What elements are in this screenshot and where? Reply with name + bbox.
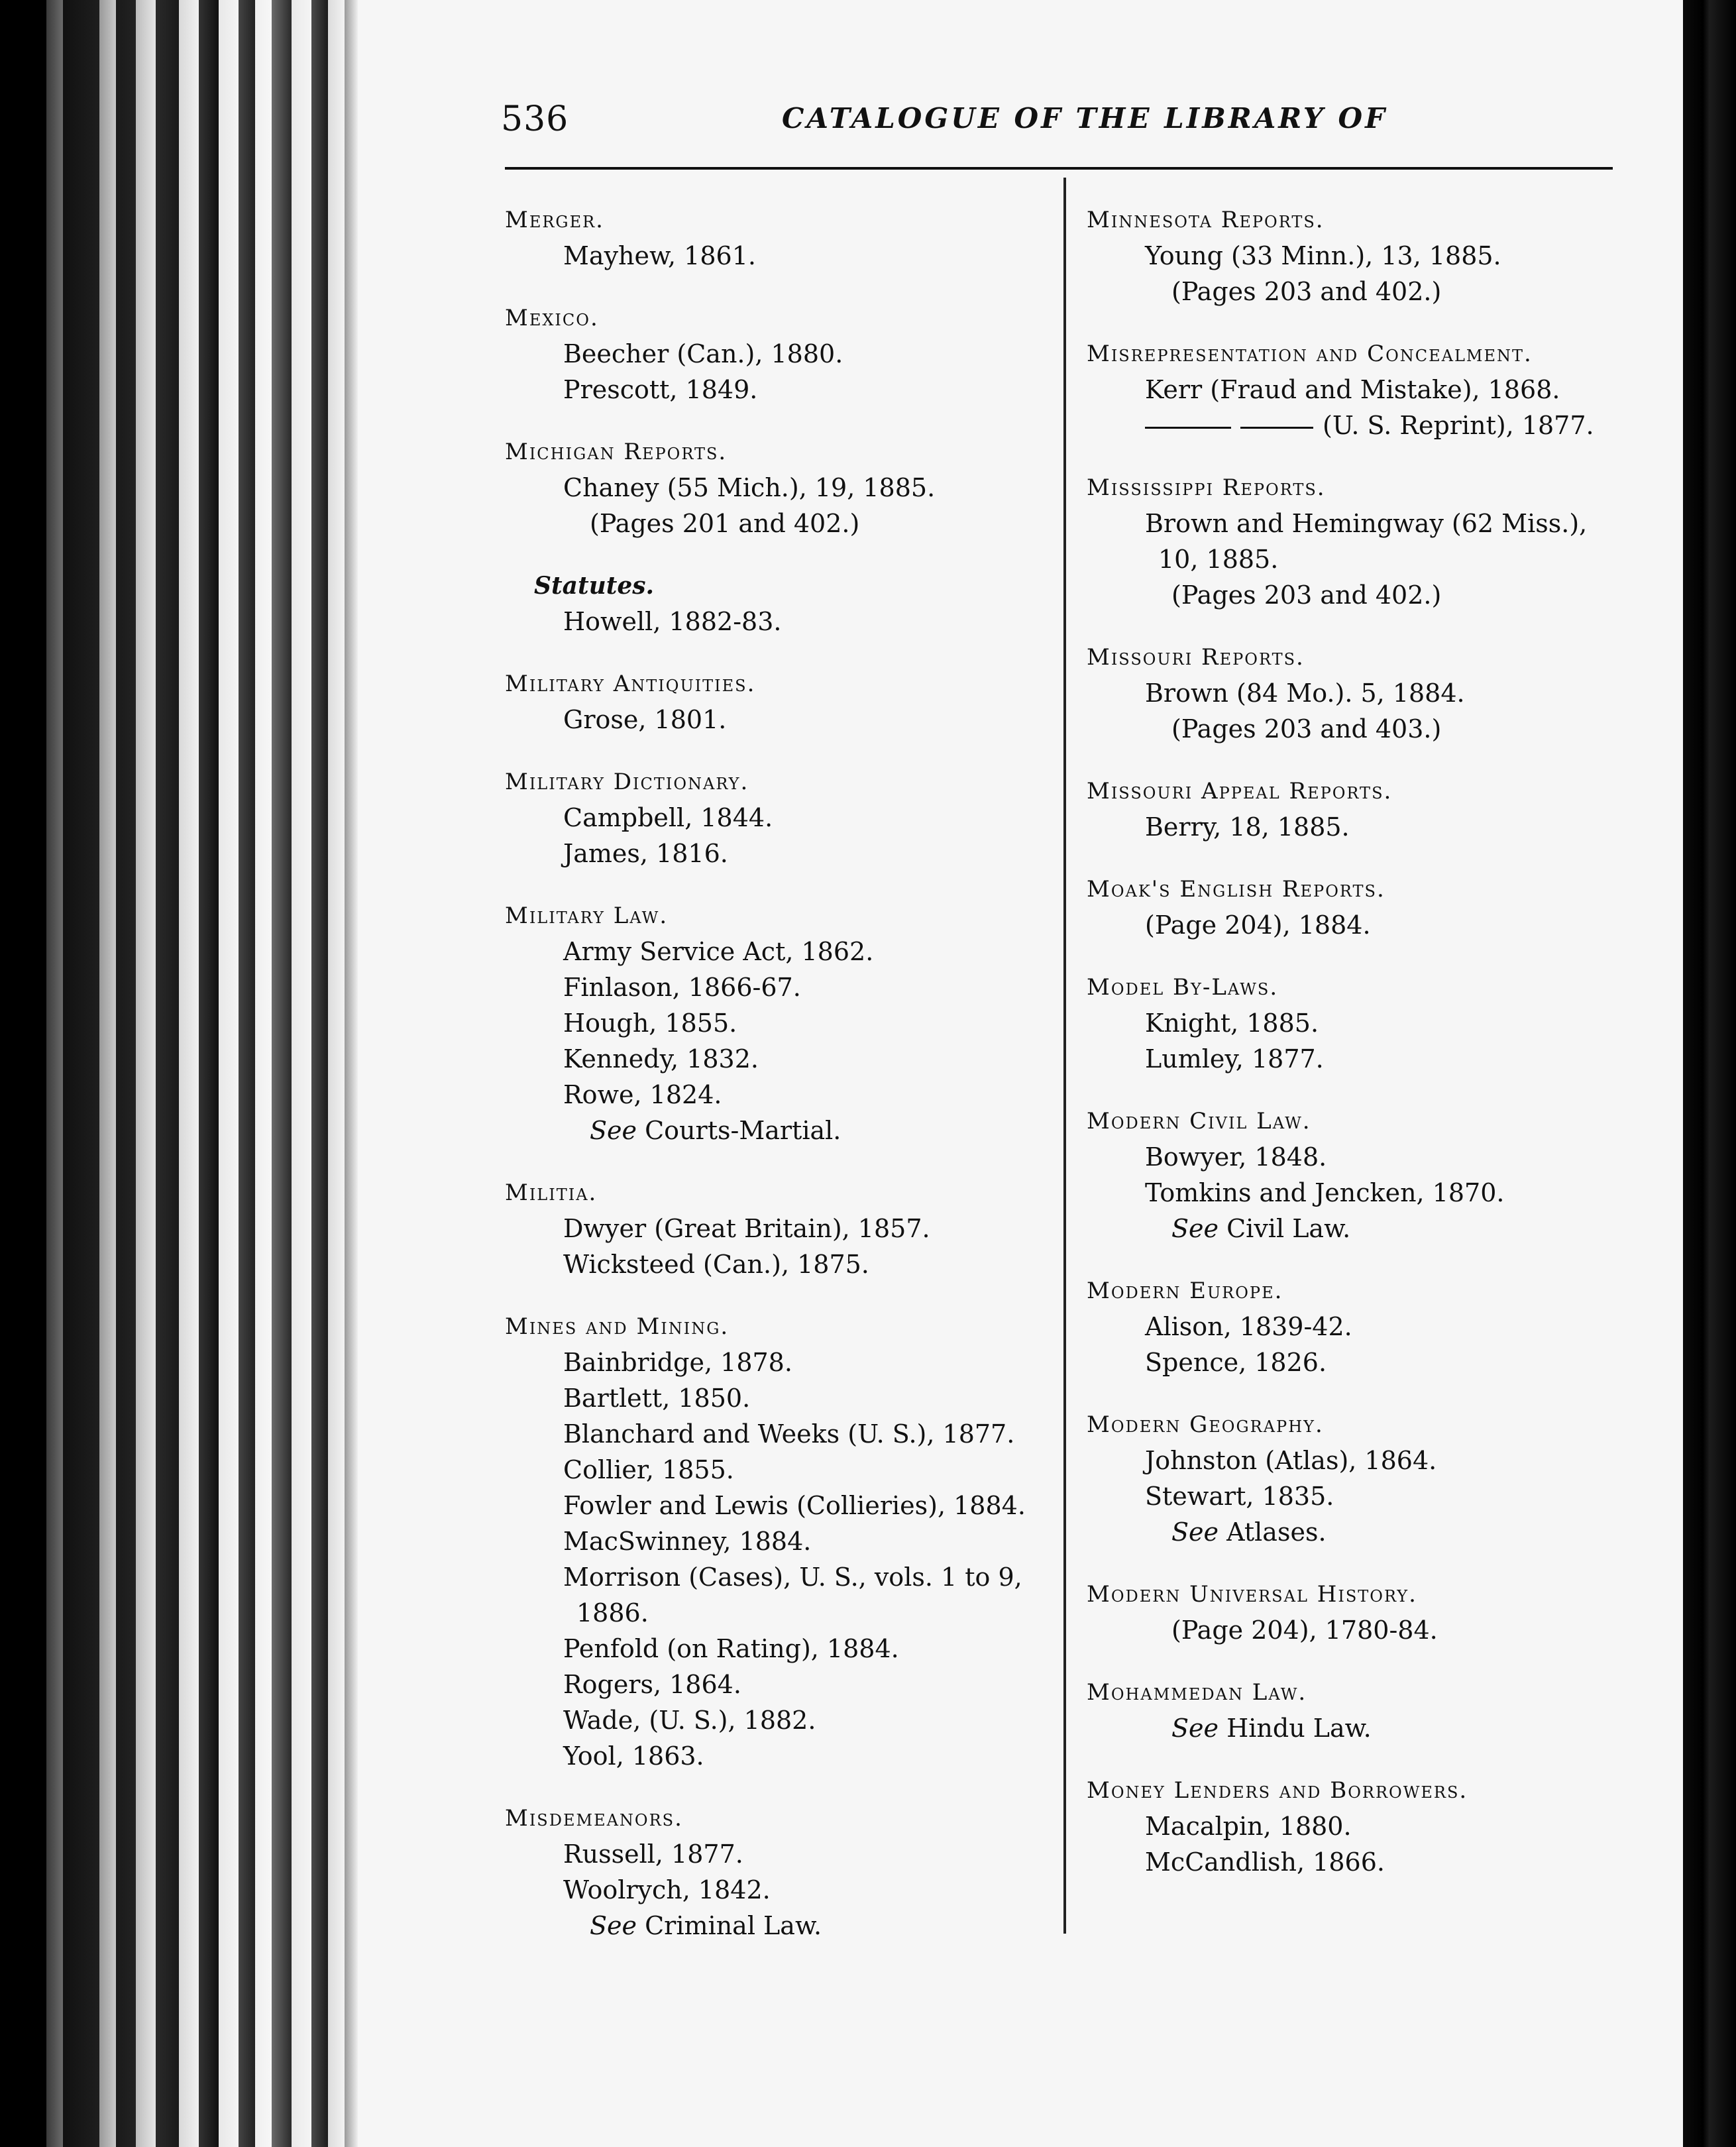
see-reference [505,1113,1048,1148]
ditto-entry [1087,408,1617,443]
entry-heading: Mines and Mining. [505,1313,730,1340]
entry-heading: Michigan Reports. [505,439,728,465]
entry-item: (Page 204), 1884. [1145,910,1371,940]
page-note: (Pages 203 and 402.) [1171,277,1442,306]
entry-item: Wade, (U. S.), 1882. [563,1706,816,1735]
entry-heading: Military Law. [505,903,669,929]
entry-item: Alison, 1839-42. [1145,1312,1352,1341]
entry-heading: Modern Geography. [1087,1411,1324,1438]
entry-item: Finlason, 1866-67. [563,973,801,1002]
entry-item: Morrison (Cases), U. S., vols. 1 to 9, [563,1563,1022,1592]
see-word: See [1171,1714,1219,1743]
entry-item: Woolrych, 1842. [563,1875,771,1904]
page-note: (Pages 201 and 402.) [590,509,860,538]
index-entry [505,434,1048,541]
index-entry [1087,1103,1617,1246]
entry-item: Bartlett, 1850. [563,1384,751,1413]
entry-heading: Modern Civil Law. [1087,1108,1311,1134]
entry-heading: Moak's English Reports. [1087,876,1385,903]
entry-heading: Merger. [505,207,604,233]
entry-item: Rowe, 1824. [563,1080,722,1109]
see-reference [505,1908,1048,1944]
entry-item: Mayhew, 1861. [563,241,756,270]
entry-item: Blanchard and Weeks (U. S.), 1877. [563,1419,1015,1449]
entry-item: Dwyer (Great Britain), 1857. [563,1214,930,1243]
entry-item: Yool, 1863. [563,1741,704,1771]
entry-heading: Missouri Appeal Reports. [1087,778,1393,804]
running-head: CATALOGUE OF THE LIBRARY OF [782,102,1387,135]
entry-item: Brown (84 Mo.). 5, 1884. [1145,679,1465,708]
see-target: Courts-Martial. [645,1116,841,1145]
header-rule [505,167,1613,170]
entry-item: McCandlish, 1866. [1145,1847,1385,1877]
ditto-dash [1145,427,1231,429]
index-entry [1087,871,1617,943]
entry-item: Knight, 1885. [1145,1009,1319,1038]
index-entry [1087,202,1617,309]
entry-item: Spence, 1826. [1145,1348,1327,1377]
entry-item: Brown and Hemingway (62 Miss.), [1145,509,1588,538]
see-target: Civil Law. [1226,1214,1351,1243]
see-word: See [1171,1517,1219,1547]
entry-item: Kennedy, 1832. [563,1044,759,1074]
entry-item: Campbell, 1844. [563,803,773,832]
page-number: 536 [501,99,569,139]
column-divider [1063,178,1066,1934]
entry-heading: Military Dictionary. [505,769,749,795]
see-word: See [1171,1214,1219,1243]
entry-item: MacSwinney, 1884. [563,1527,812,1556]
entry-subheading: Statutes. [534,572,655,600]
index-entry [1087,969,1617,1077]
index-entry [505,1309,1048,1774]
index-entry [1087,336,1617,443]
entry-item: James, 1816. [563,839,728,868]
entry-item: Young (33 Minn.), 13, 1885. [1145,241,1501,270]
entry-item: Berry, 18, 1885. [1145,812,1350,842]
entry-heading: Missouri Reports. [1087,644,1305,671]
see-reference [1087,1211,1617,1246]
index-entry [1087,639,1617,747]
index-entry [1087,1407,1617,1550]
index-entry [505,666,1048,738]
book-page-edges [0,0,358,2147]
entry-item: Bowyer, 1848. [1145,1142,1327,1172]
page-note: (Pages 203 and 403.) [1171,714,1442,743]
index-entry [1087,1273,1617,1380]
index-entry [505,568,1048,639]
see-word: See [590,1116,637,1145]
see-reference [1087,1514,1617,1550]
entry-item: Johnston (Atlas), 1864. [1145,1446,1437,1475]
entry-item: Lumley, 1877. [1145,1044,1324,1074]
right-column [1087,202,1617,1906]
see-target: Atlases. [1226,1517,1327,1547]
entry-heading: Misrepresentation and Concealment. [1087,341,1533,367]
index-entry [505,1800,1048,1944]
entry-item: 10, 1885. [1158,545,1279,574]
entry-item: Kerr (Fraud and Mistake), 1868. [1145,375,1560,404]
ditto-dash [1240,427,1313,429]
entry-text: (U. S. Reprint), 1877. [1323,411,1594,440]
entry-heading: Money Lenders and Borrowers. [1087,1777,1468,1804]
index-entry [505,202,1048,274]
index-entry [505,300,1048,408]
entry-heading: Mexico. [505,305,599,331]
entry-heading: Mohammedan Law. [1087,1679,1307,1706]
entry-item: Grose, 1801. [563,705,727,734]
entry-heading: Militia. [505,1180,598,1206]
entry-item: Macalpin, 1880. [1145,1812,1352,1841]
left-column [505,202,1048,1970]
entry-item: Tomkins and Jencken, 1870. [1145,1178,1505,1207]
entry-item: Penfold (on Rating), 1884. [563,1634,899,1663]
entry-item: Stewart, 1835. [1145,1482,1334,1511]
entry-heading: Mississippi Reports. [1087,474,1326,501]
see-target: Hindu Law. [1226,1714,1372,1743]
index-entry [1087,1576,1617,1648]
entry-item: Bainbridge, 1878. [563,1348,792,1377]
entry-item: Prescott, 1849. [563,375,758,404]
index-entry [505,764,1048,871]
entry-item: Beecher (Can.), 1880. [563,339,843,368]
entry-item: Fowler and Lewis (Collieries), 1884. [563,1491,1026,1520]
entry-heading: Misdemeanors. [505,1805,683,1832]
index-entry [1087,470,1617,613]
entry-item: Howell, 1882-83. [563,607,782,636]
see-target: Criminal Law. [645,1911,822,1940]
index-entry [505,1175,1048,1282]
entry-item: 1886. [576,1598,649,1627]
entry-heading: Minnesota Reports. [1087,207,1325,233]
entry-item: Rogers, 1864. [563,1670,741,1699]
index-entry [1087,773,1617,845]
entry-heading: Military Antiquities. [505,671,756,697]
see-word: See [590,1911,637,1940]
entry-item: Chaney (55 Mich.), 19, 1885. [563,473,936,502]
entry-item: Hough, 1855. [563,1009,737,1038]
index-entry [1087,1773,1617,1880]
entry-heading: Modern Europe. [1087,1278,1283,1304]
index-entry [505,898,1048,1148]
entry-item: Wicksteed (Can.), 1875. [563,1250,869,1279]
entry-item: Russell, 1877. [563,1840,743,1869]
page-note: (Pages 203 and 402.) [1171,580,1442,610]
facing-page-edge [1683,0,1736,2147]
entry-item: Collier, 1855. [563,1455,734,1484]
see-reference [1087,1710,1617,1746]
page-note: (Page 204), 1780-84. [1171,1616,1438,1645]
entry-heading: Modern Universal History. [1087,1581,1417,1608]
index-entry [1087,1675,1617,1746]
entry-heading: Model By-Laws. [1087,974,1279,1001]
entry-item: Army Service Act, 1862. [563,937,874,966]
